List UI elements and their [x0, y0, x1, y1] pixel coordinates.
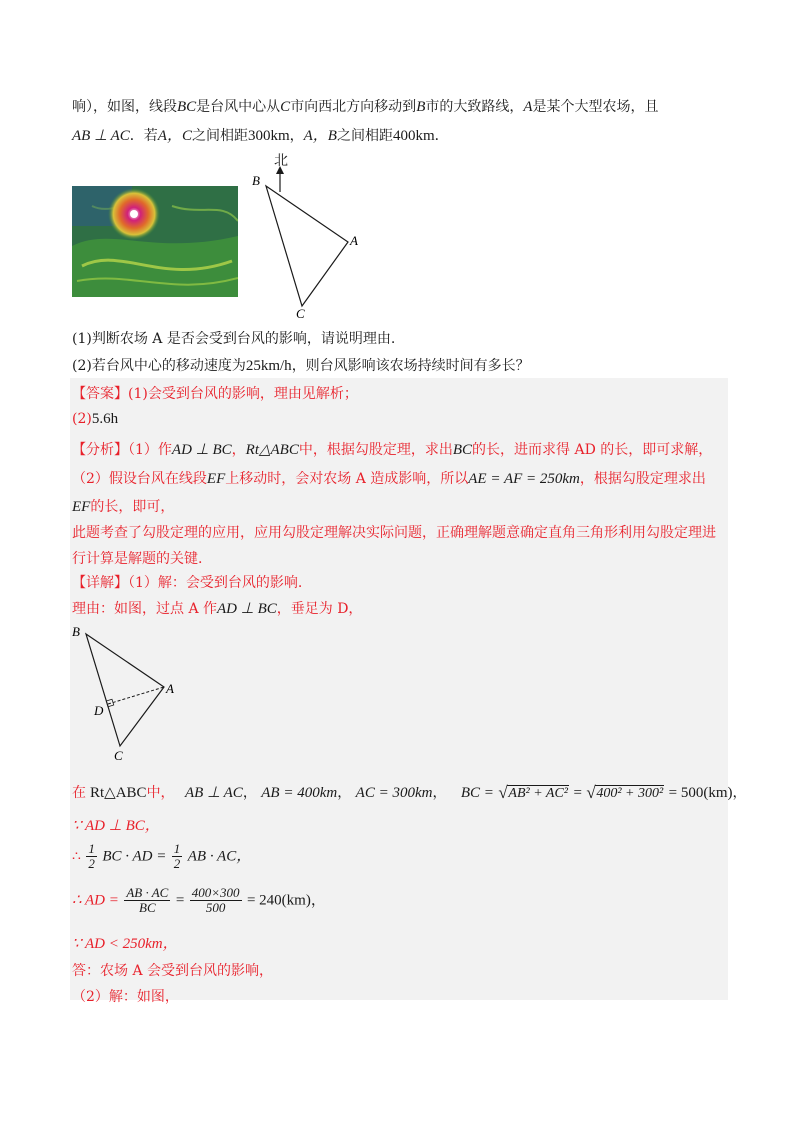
- triangle-diagram: [250, 150, 370, 320]
- vertex-c-label-2: C: [114, 748, 123, 763]
- analysis-line-1: 【分析】（1）作AD ⊥ BC，Rt△ABC中，根据勾股定理，求出BC的长，进而求得 AD 的长，即可求解，: [72, 442, 713, 458]
- detail-therefore-2: ∴ AD = $\frac{AB \cdot AC}{BC}$ = $\frac{400\times 300}{500}$ = 240(km)，: [72, 885, 326, 915]
- detail-line-rt: 在 Rt△ABC中， AB ⊥ AC， AB = 400km， AC = 300km， BC = √ AB² + AC² = √ 400² + 300² = 500(km)，: [72, 783, 747, 802]
- detail-line-1: 【详解】（1）解：会受到台风的影响.: [72, 575, 303, 591]
- answer-line-1: 【答案】(1)会受到台风的影响，理由见解析；: [72, 386, 358, 402]
- altitude-ad: [108, 687, 164, 704]
- detail-since-1: ∵ AD ⊥ BC，: [72, 818, 160, 834]
- detail-therefore-1: ∴ $\frac{1}{2}$ BC · AD = $\frac{1}{2}$ AB · AC，: [72, 841, 252, 871]
- vertex-c-label: C: [296, 306, 305, 320]
- analysis-line-4: 此题考查了勾股定理的应用，应用勾股定理解决实际问题，正确理解题意确定直角三角形利用勾股定理进: [72, 525, 716, 541]
- analysis-line-2: （2）假设台风在线段EF上移动时，会对农场 A 造成影响，所以AE = AF = 250km，根据勾股定理求出: [72, 471, 706, 487]
- north-label: 北: [274, 153, 288, 169]
- vertex-d-label: D: [94, 703, 104, 718]
- vertex-b-label-2: B: [72, 624, 80, 639]
- detail-part-2: （2）解：如图，: [72, 989, 179, 1005]
- triangle-abc: [266, 186, 348, 306]
- triangle-abc-2: [86, 634, 164, 746]
- analysis-line-5: 行计算是解题的关键.: [72, 551, 203, 567]
- problem-line-2: AB ⊥ AC．若A，C之间相距300km，A，B之间相距400km．: [72, 128, 449, 144]
- vertex-a-label: A: [350, 233, 358, 248]
- typhoon-satellite-image: [72, 186, 238, 297]
- detail-conclusion: 答：农场 A 会受到台风的影响，: [72, 963, 274, 979]
- detail-line-2: 理由：如图，过点 A 作AD ⊥ BC，垂足为 D，: [72, 601, 363, 617]
- answer-line-2: (2)5.6h: [72, 411, 119, 427]
- analysis-line-3: EF的长，即可，: [72, 499, 175, 515]
- problem-line-1: 响），如图，线段BC是台风中心从C市向西北方向移动到B市的大致路线，A是某个大型农场，且: [72, 99, 659, 115]
- question-1: (1)判断农场 A 是否会受到台风的影响，请说明理由.: [72, 331, 396, 347]
- triangle-altitude-diagram: [64, 620, 194, 770]
- vertex-b-label: B: [252, 173, 260, 188]
- question-2: (2)若台风中心的移动速度为25km/h，则台风影响该农场持续时间有多长？: [72, 358, 530, 374]
- detail-since-2: ∵ AD < 250km，: [72, 936, 178, 952]
- vertex-a-label-2: A: [166, 681, 174, 696]
